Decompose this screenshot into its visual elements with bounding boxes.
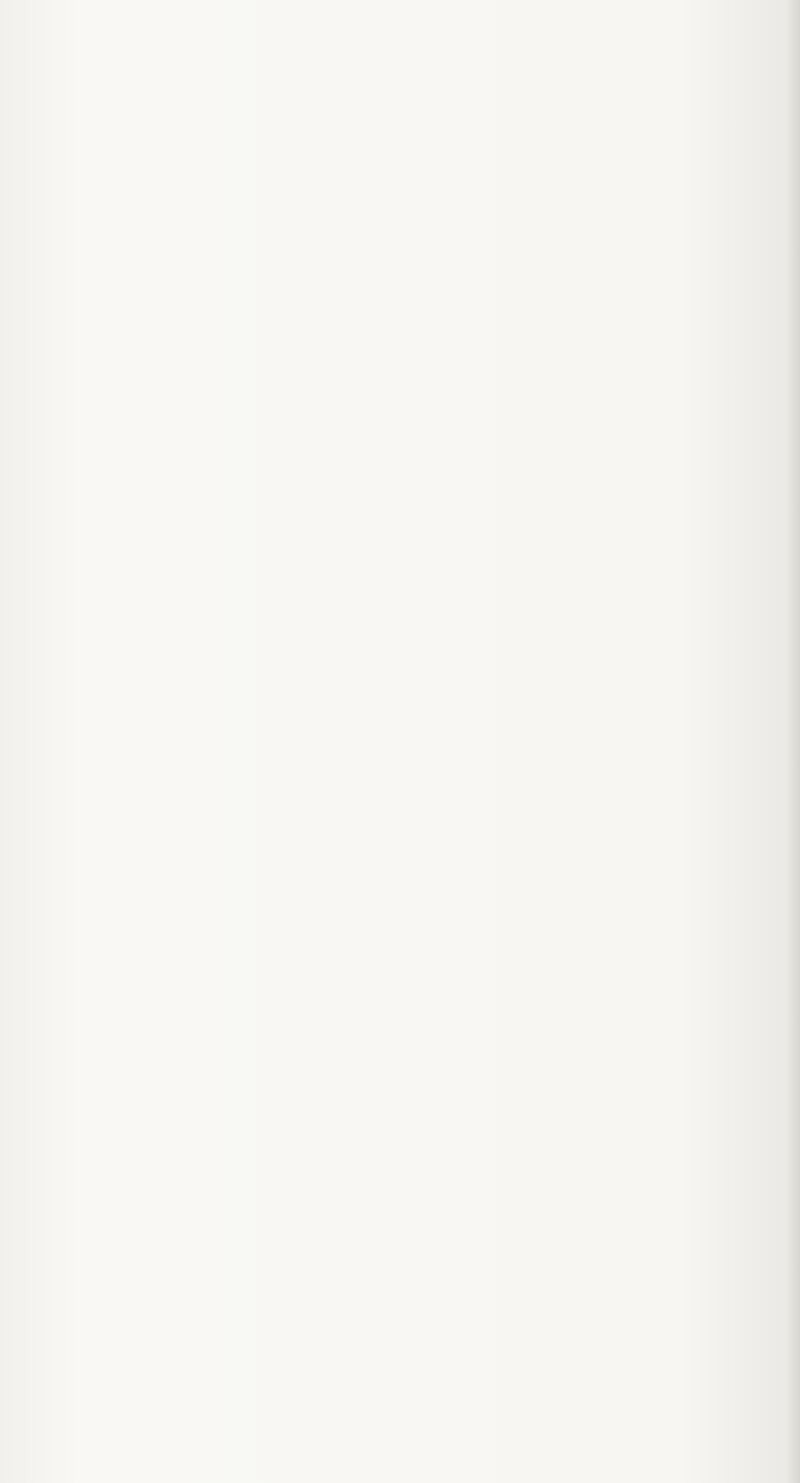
page-header: [34, 40, 764, 80]
page-edge-shadow: [786, 0, 800, 1483]
